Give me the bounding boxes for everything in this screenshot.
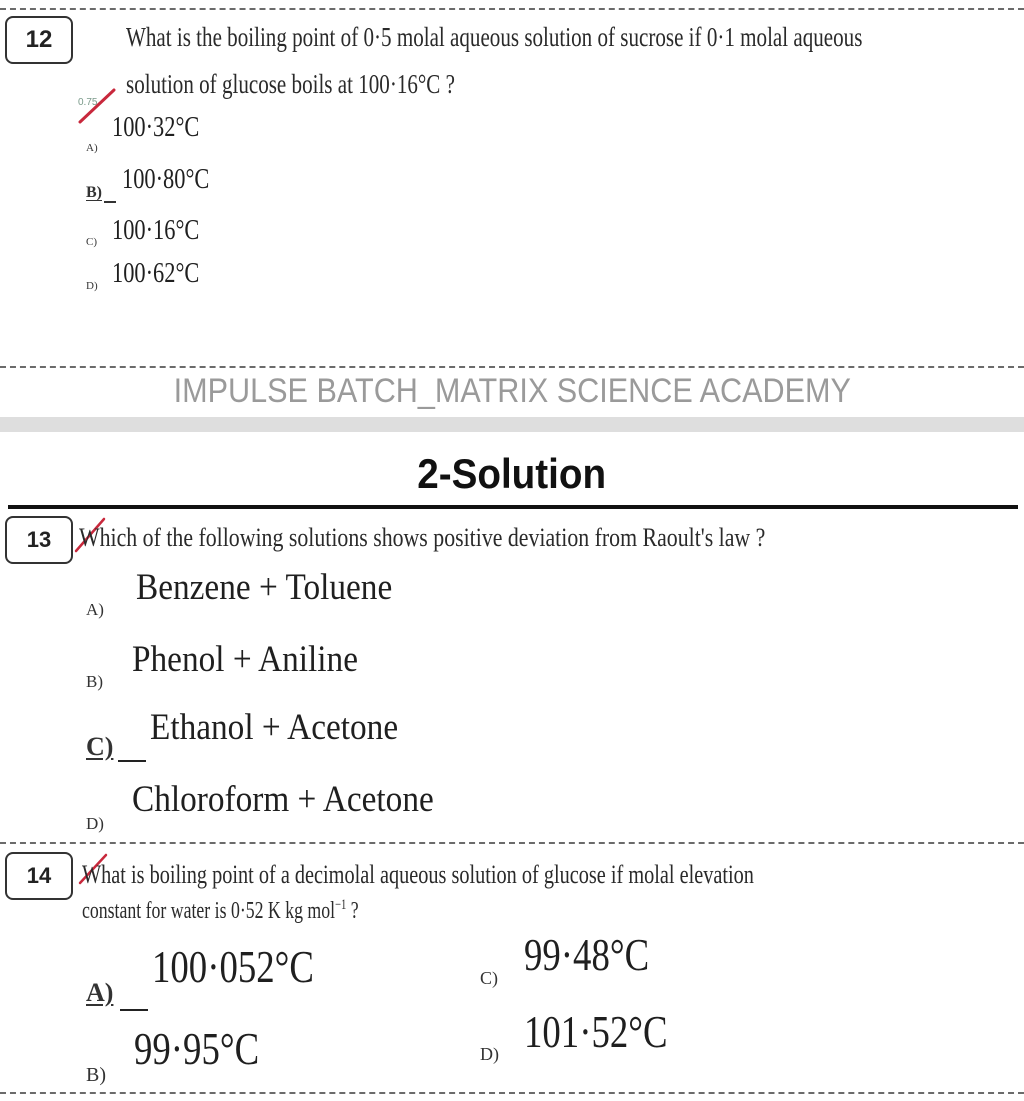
question-number-badge: 14	[5, 852, 73, 900]
correct-answer-marker: A)	[86, 978, 114, 1007]
gray-band	[0, 417, 1024, 432]
question-number-badge: 12	[5, 16, 73, 64]
question-text-line2: solution of glucose boils at 100·16°C ?	[126, 69, 455, 99]
option-value: Benzene + Toluene	[136, 567, 393, 608]
section-divider	[0, 1092, 1024, 1094]
option-value: 101·52°C	[524, 1006, 668, 1057]
option-value: 100·80°C	[122, 164, 210, 195]
option-value: Phenol + Aniline	[132, 639, 358, 680]
option-value: Ethanol + Acetone	[150, 707, 399, 748]
question-number-badge: 13	[5, 516, 73, 564]
correct-answer-marker: C)	[86, 732, 114, 761]
question-text-line1: What is the boiling point of 0·5 molal aqueous solution of sucrose if 0·1 molal aqueous	[126, 22, 863, 52]
section-divider	[0, 8, 1024, 10]
option-value: 100·32°C	[112, 112, 200, 143]
chapter-title: 2-Solution	[417, 450, 607, 497]
question-text-line1: What is boiling point of a decimolal aqueous solution of glucose if molal elevation	[82, 860, 754, 889]
underline-mark	[104, 201, 116, 203]
option-value: 99·48°C	[524, 929, 650, 980]
correct-answer-marker: B)	[86, 184, 102, 201]
pencil-annotation: 0.75	[78, 97, 98, 108]
question-text-line2: constant for water is 0·52 K kg mol$^{-1}$ ?	[82, 897, 359, 924]
option-value: Chloroform + Acetone	[132, 779, 434, 820]
heading-rule	[8, 505, 1018, 509]
option-value: 100·62°C	[112, 258, 200, 289]
option-value: 99·95°C	[134, 1023, 260, 1074]
option-value: 100·16°C	[112, 215, 200, 246]
section-divider	[0, 366, 1024, 368]
option-value: 100·052°C	[152, 941, 314, 992]
underline-mark	[120, 1009, 148, 1011]
section-divider	[0, 842, 1024, 844]
academy-banner: IMPULSE BATCH_MATRIX SCIENCE ACADEMY	[173, 372, 851, 410]
underline-mark	[118, 760, 146, 762]
question-text-line1: Which of the following solutions shows positive deviation from Raoult's law ?	[79, 523, 766, 552]
